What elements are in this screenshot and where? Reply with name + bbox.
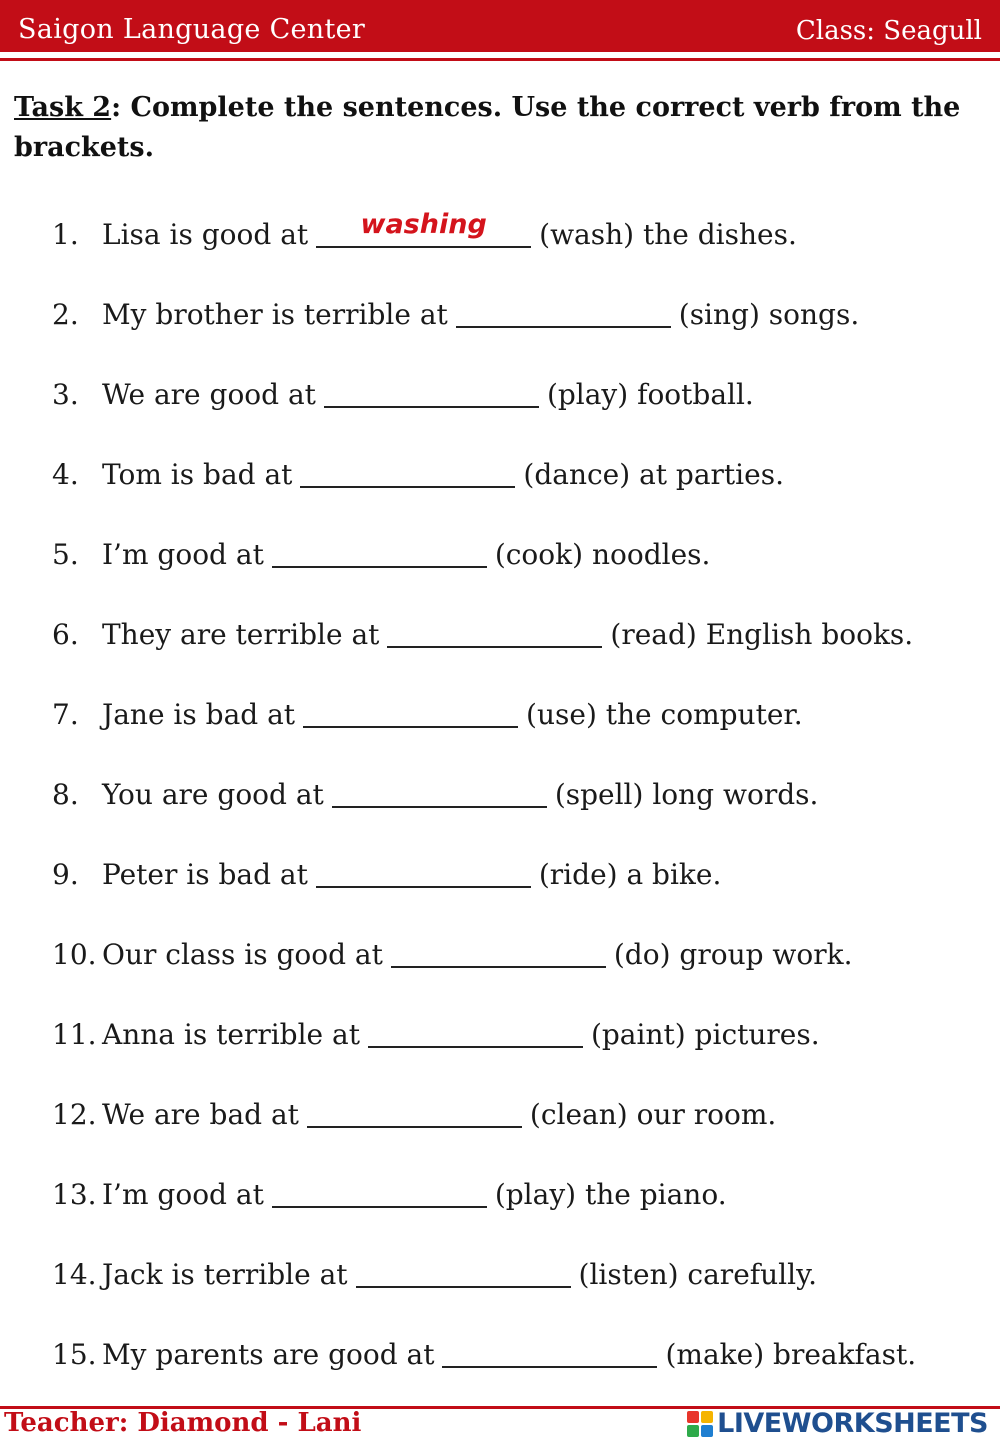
- item-number: 11.: [52, 1018, 97, 1051]
- answer-blank[interactable]: [442, 1336, 657, 1368]
- item-text-before: Our class is good at: [102, 938, 383, 971]
- task-label: Task 2: [14, 92, 112, 123]
- item-text-after: (play) football.: [546, 378, 754, 411]
- item-number: 13.: [52, 1178, 97, 1211]
- answer-text: washing: [360, 209, 487, 240]
- liveworksheets-logo: [687, 1408, 988, 1439]
- exercise-item: [52, 772, 818, 822]
- item-text-before: You are good at: [102, 778, 324, 811]
- task-text: : Complete the sentences. Use the correct verb from the brackets.: [14, 92, 961, 163]
- header-divider: [0, 58, 1000, 61]
- answer-blank[interactable]: [272, 536, 487, 568]
- item-number: 2.: [52, 298, 79, 331]
- item-text-after: (ride) a bike.: [538, 858, 722, 891]
- exercise-item: [52, 532, 710, 582]
- item-number: 1.: [52, 218, 79, 251]
- logo-square: [701, 1425, 713, 1437]
- item-text-before: Anna is terrible at: [102, 1018, 360, 1051]
- item-text-after: (spell) long words.: [554, 778, 819, 811]
- item-number: 4.: [52, 458, 79, 491]
- answer-blank[interactable]: [324, 376, 539, 408]
- item-text-after: (sing) songs.: [678, 298, 860, 331]
- item-text-before: I’m good at: [102, 538, 264, 571]
- item-text-before: Tom is bad at: [102, 458, 293, 491]
- item-text-before: My brother is terrible at: [102, 298, 448, 331]
- answer-blank[interactable]: [332, 776, 547, 808]
- logo-square: [701, 1411, 713, 1423]
- item-text-before: Jack is terrible at: [102, 1258, 348, 1291]
- item-text-after: (cook) noodles.: [494, 538, 711, 571]
- item-text-after: (use) the computer.: [526, 698, 803, 731]
- teacher-name: Teacher: Diamond - Lani: [4, 1408, 362, 1438]
- answer-blank[interactable]: [456, 296, 671, 328]
- exercise-item: [52, 292, 859, 342]
- exercise-item: [52, 1332, 916, 1382]
- item-text-after: (listen) carefully.: [578, 1258, 818, 1291]
- logo-square: [687, 1411, 699, 1423]
- logo-text: LIVEWORKSHEETS: [717, 1408, 988, 1439]
- answer-blank[interactable]: [387, 616, 602, 648]
- exercise-item: [52, 1092, 776, 1142]
- item-text-after: (make) breakfast.: [665, 1338, 917, 1371]
- item-text-after: (play) the piano.: [494, 1178, 727, 1211]
- answer-blank[interactable]: [272, 1176, 487, 1208]
- item-number: 6.: [52, 618, 79, 651]
- class-name: Class: Seagull: [795, 16, 982, 46]
- answer-blank[interactable]: [316, 856, 531, 888]
- item-text-after: (do) group work.: [613, 938, 853, 971]
- item-text-after: (clean) our room.: [529, 1098, 777, 1131]
- answer-blank[interactable]: [316, 209, 531, 248]
- item-text-before: Jane is bad at: [102, 698, 296, 731]
- item-number: 9.: [52, 858, 79, 891]
- task-instruction: [14, 88, 984, 168]
- item-number: 14.: [52, 1258, 97, 1291]
- item-text-before: We are bad at: [102, 1098, 299, 1131]
- item-text-before: We are good at: [102, 378, 316, 411]
- exercise-item: [52, 852, 721, 902]
- answer-blank[interactable]: [303, 696, 518, 728]
- answer-blank[interactable]: [368, 1016, 583, 1048]
- exercise-item: [52, 452, 784, 502]
- item-number: 7.: [52, 698, 79, 731]
- item-text-before: Peter is bad at: [102, 858, 308, 891]
- item-number: 3.: [52, 378, 79, 411]
- exercise-item: [52, 932, 853, 982]
- item-number: 5.: [52, 538, 79, 571]
- item-number: 10.: [52, 938, 97, 971]
- item-number: 12.: [52, 1098, 97, 1131]
- item-text-before: I’m good at: [102, 1178, 264, 1211]
- answer-blank[interactable]: [356, 1256, 571, 1288]
- exercise-item: [52, 1172, 727, 1222]
- answer-blank[interactable]: [391, 936, 606, 968]
- exercise-item: [52, 372, 754, 422]
- item-text-after: (dance) at parties.: [523, 458, 784, 491]
- exercise-item: [52, 209, 797, 262]
- logo-square: [687, 1425, 699, 1437]
- item-text-after: (paint) pictures.: [590, 1018, 820, 1051]
- answer-blank[interactable]: [307, 1096, 522, 1128]
- exercise-item: [52, 612, 913, 662]
- school-name: Saigon Language Center: [18, 14, 366, 45]
- exercise-item: [52, 1012, 820, 1062]
- item-text-before: Lisa is good at: [102, 218, 309, 251]
- item-text-before: They are terrible at: [102, 618, 380, 651]
- exercise-item: [52, 1252, 817, 1302]
- item-number: 8.: [52, 778, 79, 811]
- item-text-after: (wash) the dishes.: [539, 218, 797, 251]
- item-text-after: (read) English books.: [610, 618, 914, 651]
- item-text-before: My parents are good at: [102, 1338, 435, 1371]
- header-bar: [0, 0, 1000, 52]
- item-number: 15.: [52, 1338, 97, 1371]
- liveworksheets-logo-icon: [687, 1411, 713, 1437]
- answer-blank[interactable]: [300, 456, 515, 488]
- exercise-item: [52, 692, 803, 742]
